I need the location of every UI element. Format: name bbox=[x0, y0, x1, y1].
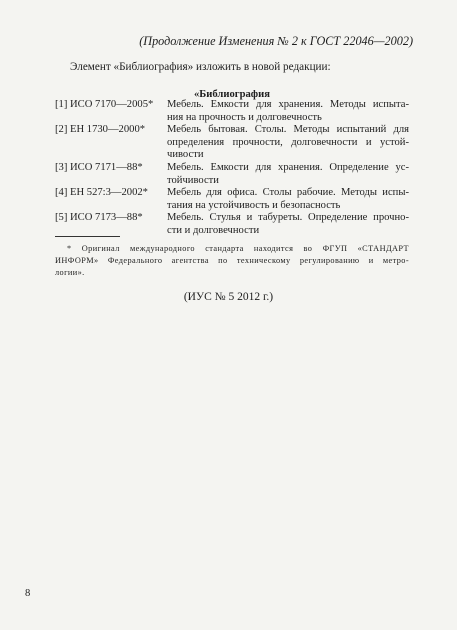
reference-title-line: Мебель. Емкости для хранения. Методы испыта- bbox=[167, 99, 409, 110]
reference-title-line: ния на прочность и долговечность bbox=[167, 111, 322, 123]
reference-title-line: Мебель бытовая. Столы. Методы испытаний для bbox=[167, 124, 409, 136]
reference-title bbox=[167, 162, 409, 187]
footnote-line: логии». bbox=[55, 268, 85, 277]
running-header: (Продолжение Изменения № 2 к ГОСТ 22046—2002) bbox=[139, 34, 413, 48]
reference-title bbox=[167, 212, 409, 237]
footnote-line: * Оригинал международного стандарта находится во ФГУП «СТАНДАРТ bbox=[67, 244, 409, 253]
bibliography-entry bbox=[55, 187, 409, 212]
page-number: 8 bbox=[25, 588, 31, 599]
bibliography-entry bbox=[55, 162, 409, 187]
bibliography-title: «Библиография bbox=[194, 89, 270, 100]
footnote-divider bbox=[55, 236, 120, 237]
bibliography-entry bbox=[55, 99, 409, 124]
reference-title bbox=[167, 99, 409, 124]
footnote bbox=[55, 243, 409, 279]
reference-title bbox=[167, 187, 409, 212]
footnote-line: ИНФОРМ» Федерального агентства по техническому регулированию и метро- bbox=[55, 256, 409, 265]
intro-text: Элемент «Библиография» изложить в новой редакции: bbox=[70, 61, 331, 73]
bibliography-entry bbox=[55, 212, 409, 237]
reference-code: [5] ИСО 7173—88* bbox=[55, 212, 143, 224]
reference-title-line: Мебель. Стулья и табуреты. Определение прочно- bbox=[167, 212, 409, 224]
ius-reference: (ИУС № 5 2012 г.) bbox=[183, 291, 274, 303]
reference-title-line: чивости bbox=[167, 149, 204, 161]
bibliography-entry bbox=[55, 124, 409, 162]
bibliography-list bbox=[55, 99, 409, 238]
reference-title-line: тойчивости bbox=[167, 174, 219, 186]
reference-title-line: Мебель для офиса. Столы рабочие. Методы испы- bbox=[167, 187, 409, 199]
reference-title-line: тания на устойчивость и безопасность bbox=[167, 199, 341, 211]
reference-title bbox=[167, 124, 409, 162]
reference-code: [4] ЕН 527:3—2002* bbox=[55, 187, 148, 199]
reference-code: [1] ИСО 7170—2005* bbox=[55, 99, 154, 110]
reference-title-line: сти и долговечности bbox=[167, 224, 260, 236]
reference-title-line: Мебель. Емкости для хранения. Определение ус- bbox=[167, 161, 409, 173]
reference-code: [2] ЕН 1730—2000* bbox=[55, 124, 146, 136]
reference-code: [3] ИСО 7171—88* bbox=[55, 161, 143, 173]
reference-title-line: определения прочности, долговечности и устой- bbox=[167, 136, 409, 148]
